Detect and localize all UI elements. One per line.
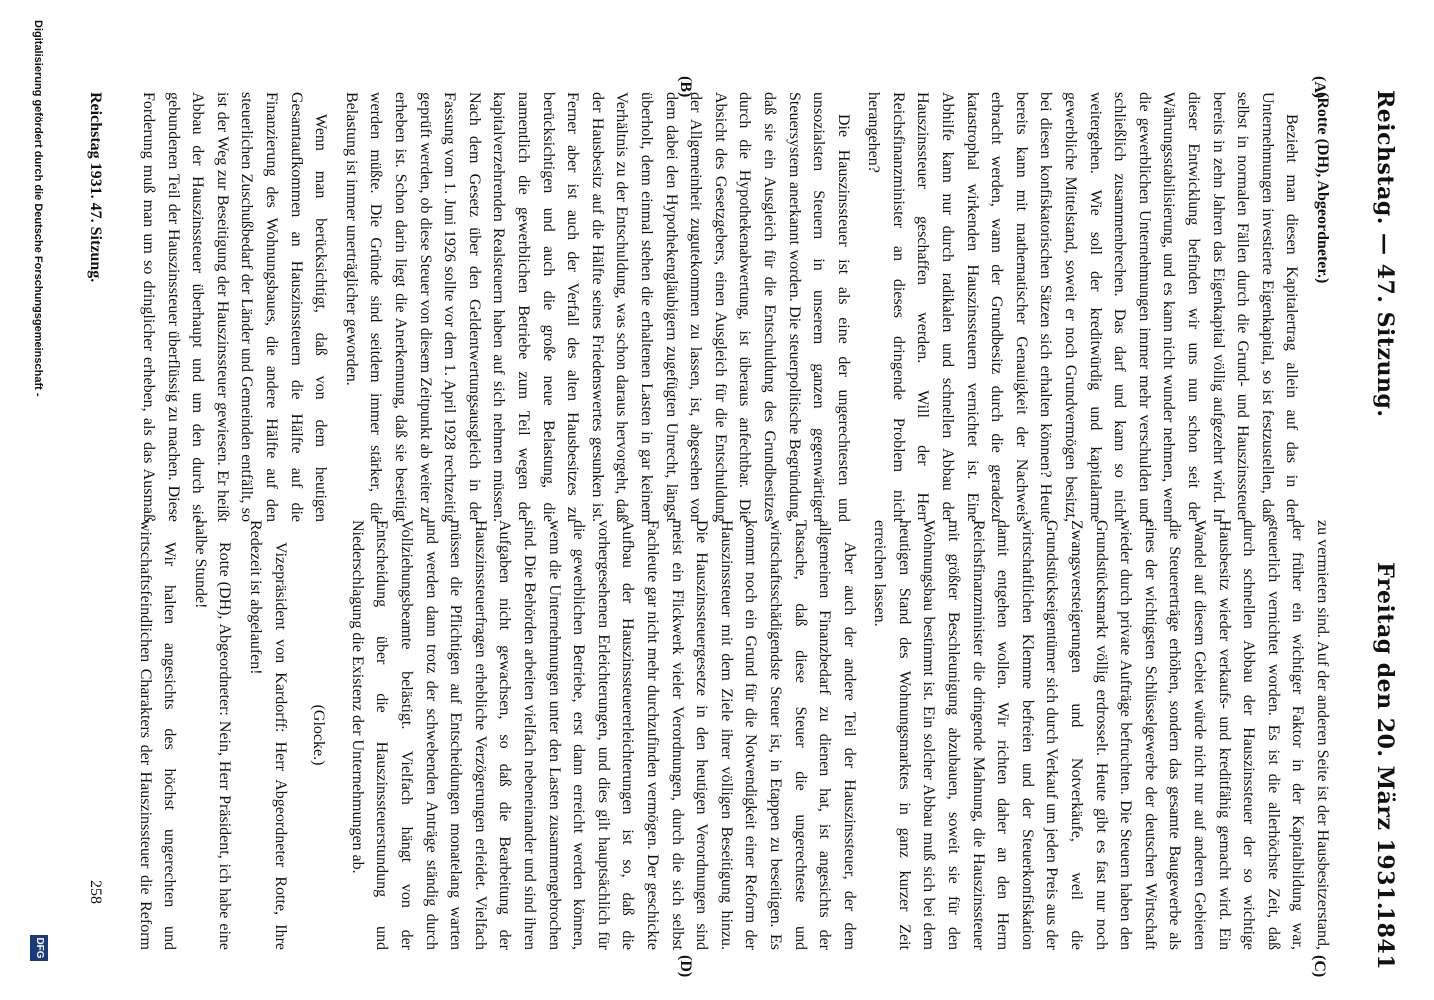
paragraph: Wenn man berücksichtigt, daß von dem heutigen Gesamtaufkommen an Hauszinssteuern die Hälfte auf die Finanzierung des Wohnungsbaues, die andere Hälfte auf den steuerlichen Zuschußbedarf der Länder und Gemeinden entfällt, so ist der Weg zur Beseitigung der Hauszinssteuer gewiesen. Er heißt Abbau der Hauszinssteuer überhaupt und um den durch sie gebundenen Teil der Hauszinssteuer überflüssig zu machen. Diese Forderung muß man um so dringlicher erheben, als das Ausmaß bbox=[140, 92, 330, 522]
paragraph: Die Hauszinssteuer ist als eine der ungerechtesten und unsozialsten Steuern in unserem ganzen gegenwärtigen Steuersystem anerkannt worden. Die steuerpolitische Begründung, daß sie ein Ausgleich für die Entschuldung des Grundbesitzes durch die Hypothekenabwertung, ist überaus anfechtbar. Die Absicht des Gesetzgebers, einen Ausgleich für die Entschuldung der Allgemeinheit zugutekommen zu lassen, ist, abgesehen von dem dabei den Hypothekengläubigern zugefügten Unrecht, längst überholt, denn einmal stehen die erhaltenen Lasten in gar keinem Verhältnis zu der Entschuldung, was schon daraus hervorgeht, daß der Hausbesitz auf die Hälfte seines Friedenswertes gesunken ist. Ferner aber ist auch der Verfall des alten Hausbesitzes zu berücksichtigen und auch die große neue Belastung, die namentlich die gewerblichen Betriebe zum Teil wegen der kapitalverzehrenden Realsteuern haben auf sich nehmen müssen. Nach dem Gesetz über den Geldentwertungsausgleich in der Fassung vom 1. Juni 1926 sollte vor dem 1. April 1928 rechtzeitig geprüft werden, ob diese Steuer von diesem Zeitpunkt ab weiter zu erheben ist. Schon darin liegt die Anerkennung, daß sie beseitigt werden müßte. Die Gründe sind seitdem immer stärker, die Belastung ist immer unerträglicher geworden. bbox=[342, 92, 852, 522]
header-left: Reichstag. — 47. Sitzung. bbox=[1372, 90, 1398, 418]
left-text-column bbox=[134, 92, 1334, 522]
margin-marker-a: (A) bbox=[1311, 76, 1328, 99]
speaker-line: Rotte (DH), Abgeordneter: Nein, Herr Präsident, ich habe eine halbe Stunde! bbox=[191, 520, 234, 950]
running-header bbox=[1368, 90, 1398, 970]
interjection: (Glocke.) bbox=[310, 704, 328, 766]
funding-notice: Digitalisierung gefördert durch die Deutsche Forschungsgemeinschaft - bbox=[32, 20, 44, 397]
speaker-continuation: (Rotte (DH), Abgeordneter.) bbox=[1314, 92, 1331, 284]
speaker-line: Vizepräsident von Kardorff: Herr Abgeordneter Rotte, Ihre Redezeit ist abgelaufen! bbox=[247, 520, 289, 950]
footer-left: Reichstag 1931. 47. Sitzung. bbox=[87, 92, 104, 283]
right-text-column bbox=[134, 520, 1334, 950]
paragraph: Bezieht man diesen Kapitalertrag allein auf das in den Unternehmungen investierte Eigenkapital, so ist festzustellen, daß selbst in normalen Fällen durch die Grund- und Hauszinssteuer bereits in zehn Jahren das Eigenkapital völlig aufgezehrt wird. In dieser Entwicklung befinden wir uns nun schon seit der Währungsstabilisierung, und es kann nicht wunder nehmen, wenn die gewerblichen Unternehmungen immer mehr verschulden und schließlich zusammenbrechen. Das darf und kann so nicht weitergehen. Wie soll der kreditwürdig und kapitalarme gewerbliche Mittelstand, soweit er noch Grundvermögen besitzt, bei diesen konfiskatorischen Sätzen sich erhalten können? Heute bereits kann mit mathematischer Genauigkeit der Nachweis erbracht werden, wann der Grundbesitz durch die geradezu katastrophal wirkenden Hauszinssteuern vernichtet ist. Eine Abhilfe kann nur durch radikalen und schnellen Abbau der Hauszinssteuer geschaffen werden. Will der Herr Reichsfinanzminister an dieses dringende Problem nicht herangehen? bbox=[865, 92, 1301, 522]
page-number: 1841 bbox=[1372, 906, 1398, 970]
paragraph: Wir halten angesichts des höchst ungerechten und wirtschaftsfeindlichen Charakters der Hauszinssteuer die Reform bbox=[136, 520, 179, 950]
margin-marker-b: (B) bbox=[677, 76, 694, 98]
footer-page-number: 258 bbox=[87, 880, 104, 904]
paragraph: Aber auch der andere Teil der Hauszinssteuer, der dem allgemeinen Finanzbedarf zu dienen hat, ist angesichts der Tatsache, daß diese Steuer die ungerechteste und wirtschaftsschädigendste Steuer ist, in Etappen zu beseitigen. Es kommt noch ein Grund für die Notwendigkeit einer Reform der Hauszinssteuer mit dem Ziele ihrer völligen Beseitigung hinzu. Die Hauszinssteuergesetze in den heutigen Verordnungen sind meist ein Flickwerk vieler Verordnungen, durch die sich selbst Fachleute gar nicht mehr durchzufinden vermögen. Der geschickte Aufbau der Hauszinssteuererleichterungen ist so, daß die vorhergesehenen Erleichterungen, und dies gilt hauptsächlich für die gewerblichen Betriebe, erst dann erreicht werden können, wenn die Unternehmungen unter den Lasten zusammengebrochen sind. Die Behörden arbeiten vielfach nebeneinander und sind ihren Aufgaben nicht gewachsen, so daß die Bearbeitung der Hauszinssteuerfragen erhebliche Verzögerungen erleidet. Vielfach müssen die Pflichtigen auf Entscheidungen monatelang warten und werden dann trotz der schwebenden Anträge ständig durch Vollziehungsbeamte belästigt. Vielfach hängt von der Entscheidung über die Hauszinssteuerstundung und Niederschlagung die Existenz der Unternehmungen ab. bbox=[348, 520, 858, 950]
header-right: Freitag den 20. März 1931. bbox=[1372, 562, 1398, 910]
margin-marker-c: (C) bbox=[1311, 955, 1328, 978]
dfg-logo: DFG bbox=[30, 935, 48, 961]
margin-marker-d: (D) bbox=[677, 955, 694, 978]
paragraph: zu vermieten sind. Auf der anderen Seite ist der Hausbesitzerstand, der früher ein wichtiger Faktor in der Kapitalbildung war, steuerlich vernichtet worden. Es ist die allerhöchste Zeit, daß durch schnellen Abbau der Hauszinssteuer der so wichtige Hausbesitz wieder verkaufs- und kreditfähig gemacht wird. Ein Wandel auf diesem Gebiet würde nicht nur auf anderen Gebieten die Steuererträge erhöhen, sondern das gesamte Baugewerbe als eines der wichtigsten Schlüsselgewerbe der deutschen Wirtschaft wieder durch private Aufträge befruchten. Die Steuern haben den Grundstücksmarkt völlig erdrosselt. Heute gibt es fast nur noch Zwangsversteigerungen und Notverkäufe, weil die Grundstückseigentümer sich durch Verkauf um jeden Preis aus der wirtschaftlichen Klemme befreien und der Steuerkonfiskation damit entgehen wollen. Wir richten daher an den Herrn Reichsfinanzminister die dringende Mahnung, die Hauszinssteuer mit größter Beschleunigung abzubauen, soweit sie für den Wohnungsbau bestimmt ist. Ein solcher Abbau muß sich bei dem heutigen Stand des Wohnungsmarktes in ganz kurzer Zeit erreichen lassen. bbox=[871, 520, 1331, 950]
